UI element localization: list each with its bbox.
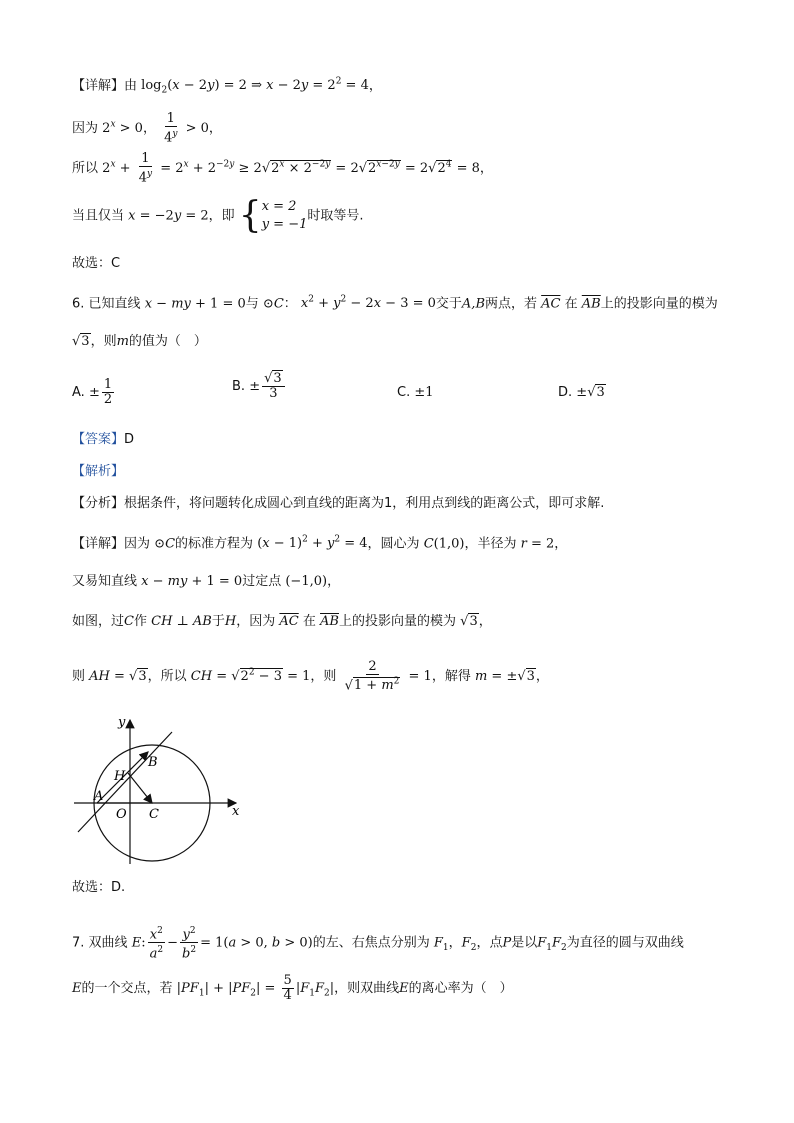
answer6-final: 故选：D. [72,880,126,895]
geometry-figure [60,712,250,872]
math-equality-cond: x = −2y = 2 [128,208,209,224]
detail6-line2: 又易知直线 x − my + 1 = 0过定点 (−1,0)， [72,574,341,589]
label-b: B [148,755,158,770]
math-frac-1-over-4y: $\frac{1}{4^y}$ [164,111,178,146]
detail6-line3: 如图，过C作 CH ⊥ AB于H，因为 $\overline{AC}$ 在 $\overline{AB}$上的投影向量的模为 √3， [72,614,492,629]
answer-tag: 【答案】 [72,432,125,447]
math-log-eq: $\log_2(x - 2y) = 2$ ⇒ $x - 2y = 2^2 = 4$ [141,77,369,96]
label-h: H [114,769,126,784]
answer5: 故选：C [72,256,121,271]
segment-ch [128,773,152,803]
fenxi-line: 【分析】根据条件，将问题转化成圆心到直线的距离为1，利用点到线的距离公式，即可求解. [72,496,605,511]
math-std-eq: $(x - 1)^2 + y^2 = 4$ [257,535,368,552]
math-system: { x = 2 y = −1 [238,195,308,236]
math-circle-eq: $x^2 + y^2 - 2x - 3 = 0$ [300,295,436,312]
label-x: x [232,804,240,819]
math-amgm: $2^x$ + [102,159,135,177]
q6-line1: 6. 已知直线 x − my + 1 = 0与 ⊙C： $x^2 + y^2 - 2x - 3 = 0$交于A,B两点，若 $\overline{AC}$ 在 $\overline{AB}$上的投影向量的模为 [72,295,718,312]
q6-line2: √3，则m的值为（ ） [72,334,207,349]
math-points-ab: A,B [461,296,485,312]
option-c[interactable]: C. ±1 [397,385,434,400]
math-vec-ac: $\overline{AC}$ [541,296,561,312]
answer-line: 【答案】D [72,432,135,447]
detail6-line1: 【详解】因为 ⊙C的标准方程为 $(x - 1)^2 + y^2 = 4$，圆心为 C(1,0)，半径为 r = 2， [72,535,568,552]
detail5-line3: 所以 $2^x$ + $\frac{1}{4^y}$ = $2^x + 2^{-2y} \ge 2√2^x \times 2^{-2y} = 2√2^{x-2y} = 2√2^4 = 8$， [72,151,493,186]
math-circle-name: ⊙C： [262,296,297,312]
detail-tag: 【详解】 [72,78,125,94]
detail5-line1: 【详解】由 $\log_2(x - 2y) = 2$ ⇒ $x - 2y = 2^2 = 4$， [72,77,382,96]
q7-line2: E的一个交点，若 $|PF_1| + |PF_2|$ = $\frac{5}{4}$ $|F_1F_2|$，则双曲线E的离心率为（ ） [72,973,513,1003]
option-a[interactable]: A. ± $\frac{1}{2}$ [72,377,113,407]
detail5-line4: 当且仅当 x = −2y = 2，即 { x = 2 y = −1 时取等号. [72,195,364,236]
q7-line1: 7. 双曲线 E: $\frac{x^2}{a^2}$ − $\frac{y^2}{b^2}$ = 1(a > 0, b > 0)的左、右焦点分别为 $F_1$，$F_2$，点P是以$F_1F_2$为直径的圆与双曲线 [72,926,684,962]
detail6-line4: 则 AH = √3，所以 CH = $√2^2 - 3 = 1$，则 $\frac{2}{√1 + m^2}$ = 1，解得 m = ±√3， [72,659,549,694]
math-line-eq: x − my + 1 = 0 [144,296,246,312]
math-sqrt3: √3 [72,334,90,349]
label-y: y [118,715,126,730]
label-o: O [116,807,127,822]
math-ineq-1: $2^x > 0$ [102,119,143,137]
label-a: A [94,789,104,804]
detail5-line2: 因为 $2^x > 0$， $\frac{1}{4^y}$ > 0， [72,111,222,146]
math-vec-ab: $\overline{AB}$ [581,296,601,312]
analysis-tag: 【解析】 [72,464,125,479]
math-m: m [116,334,129,349]
option-b[interactable]: B. ± $\frac{√3}{3}$ [232,372,287,401]
label-c: C [149,807,159,822]
option-d[interactable]: D. ±√3 [558,385,605,400]
